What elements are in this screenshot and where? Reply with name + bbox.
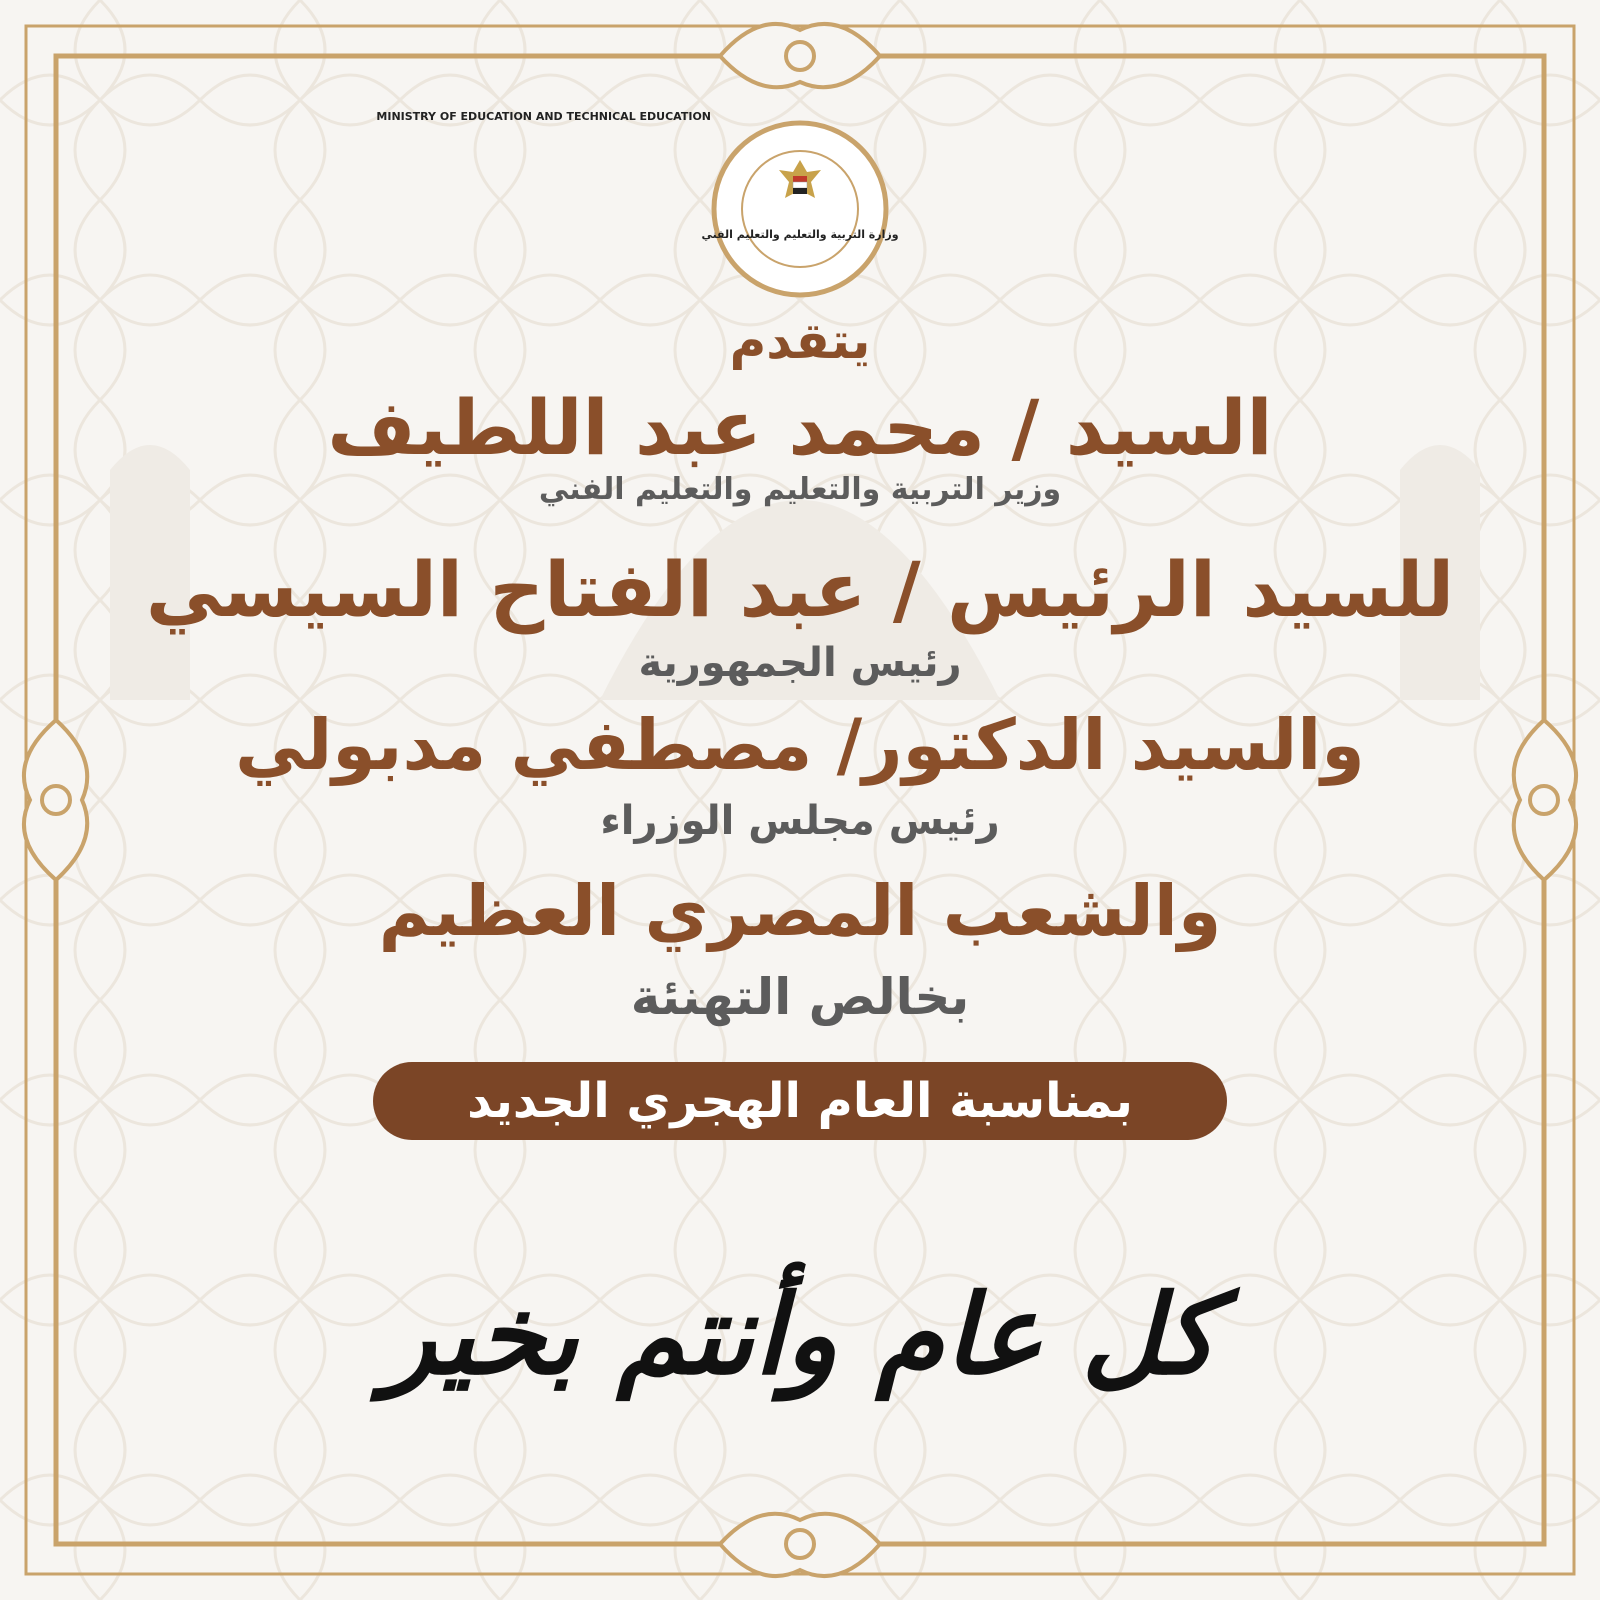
prime-minister-name: والسيد الدكتور/ مصطفي مدبولي xyxy=(235,704,1365,786)
top-ornament xyxy=(720,24,880,87)
greeting-calligraphy: كل عام وأنتم بخير xyxy=(382,1270,1218,1399)
president-name: للسيد الرئيس / عبد الفتاح السيسي xyxy=(145,545,1455,634)
prime-minister-title: رئيس مجلس الوزراء xyxy=(600,798,1000,844)
minister-name: السيد / محمد عبد اللطيف xyxy=(327,383,1273,472)
congrats-text: بخالص التهنئة xyxy=(630,968,970,1026)
emblem-arabic-text: وزارة التربية والتعليم والتعليم الفني xyxy=(701,228,899,241)
ministry-emblem xyxy=(376,110,899,298)
intro-text: يتقدم xyxy=(729,312,871,370)
president-title: رئيس الجمهورية xyxy=(638,640,962,686)
occasion-banner: بمناسبة العام الهجري الجديد xyxy=(373,1062,1227,1140)
minister-title: وزير التربية والتعليم والتعليم الفني xyxy=(538,472,1062,507)
people-text: والشعب المصري العظيم xyxy=(378,870,1222,952)
emblem-ring-text: MINISTRY OF EDUCATION AND TECHNICAL EDUCATION xyxy=(376,110,711,123)
bottom-ornament xyxy=(720,1514,880,1576)
